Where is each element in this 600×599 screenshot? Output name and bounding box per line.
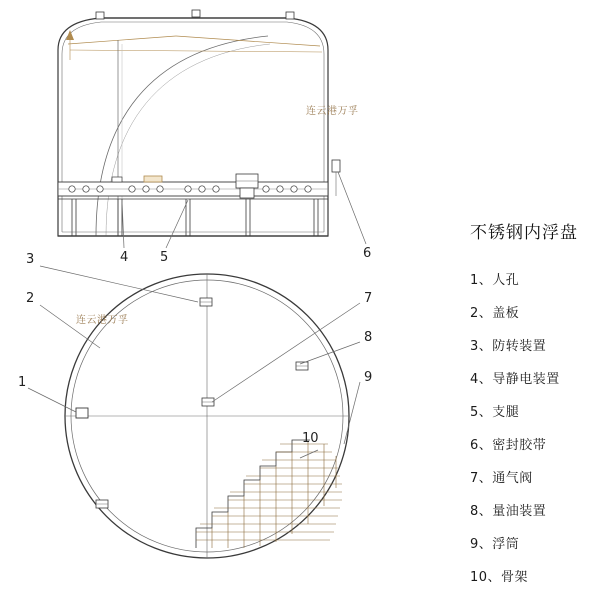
callout-5: 5 bbox=[160, 250, 169, 265]
callout-6: 6 bbox=[363, 246, 372, 261]
deck-small-box bbox=[112, 177, 122, 182]
tank-shell-outline bbox=[58, 18, 328, 236]
roof-fitting-1 bbox=[96, 12, 104, 19]
watermark-top: 连云港万孚 bbox=[306, 106, 359, 117]
tank-roof-inner-curve bbox=[62, 22, 324, 232]
accent-line-lower bbox=[70, 50, 322, 52]
legend-panel bbox=[470, 218, 595, 599]
legend-item-1: 1、人孔 bbox=[470, 273, 520, 288]
leader-5 bbox=[166, 200, 188, 248]
legend-item-2: 2、盖板 bbox=[470, 306, 520, 321]
callout-3: 3 bbox=[26, 252, 35, 267]
legend-item-3: 3、防转装置 bbox=[470, 339, 547, 354]
callout-2: 2 bbox=[26, 291, 35, 306]
plan-framework-grid bbox=[196, 440, 342, 548]
elevation-view bbox=[58, 10, 366, 248]
plan-anti-rotation-device bbox=[200, 298, 212, 306]
legend-item-8: 8、量油装置 bbox=[470, 504, 547, 519]
callout-9: 9 bbox=[364, 370, 373, 385]
dome-sweep-arc-2 bbox=[106, 44, 270, 236]
leader-10 bbox=[300, 450, 318, 458]
roof-fitting-2 bbox=[192, 10, 200, 17]
plan-bottom-fitting bbox=[96, 500, 108, 508]
legend-item-10: 10、骨架 bbox=[470, 570, 529, 585]
legend-title: 不锈钢内浮盘 bbox=[470, 223, 578, 243]
callout-8: 8 bbox=[364, 330, 373, 345]
roof-fitting-3 bbox=[286, 12, 294, 19]
plan-view bbox=[28, 266, 360, 558]
legend-item-7: 7、通气阀 bbox=[470, 471, 533, 486]
callout-1: 1 bbox=[18, 375, 27, 390]
callout-7: 7 bbox=[364, 291, 373, 306]
deck-manhole-box bbox=[144, 176, 162, 182]
callout-4: 4 bbox=[120, 250, 129, 265]
deck-vent-box bbox=[240, 188, 254, 198]
legend-item-4: 4、导静电装置 bbox=[470, 372, 560, 387]
legend-item-9: 9、浮筒 bbox=[470, 537, 520, 552]
plan-leaders bbox=[28, 266, 360, 458]
leader-6 bbox=[338, 172, 366, 244]
seal-tape-detail bbox=[332, 160, 340, 172]
leader-1 bbox=[28, 388, 76, 412]
callout-10: 10 bbox=[302, 431, 319, 446]
accent-line-right bbox=[176, 36, 320, 46]
leader-7 bbox=[212, 303, 360, 402]
legend-item-5: 5、支腿 bbox=[470, 405, 520, 420]
support-legs bbox=[72, 199, 318, 236]
legend-item-6: 6、密封胶带 bbox=[470, 438, 547, 453]
plan-manhole bbox=[76, 408, 88, 418]
watermark-bottom: 连云港万孚 bbox=[76, 315, 129, 326]
accent-line-left bbox=[68, 36, 176, 44]
